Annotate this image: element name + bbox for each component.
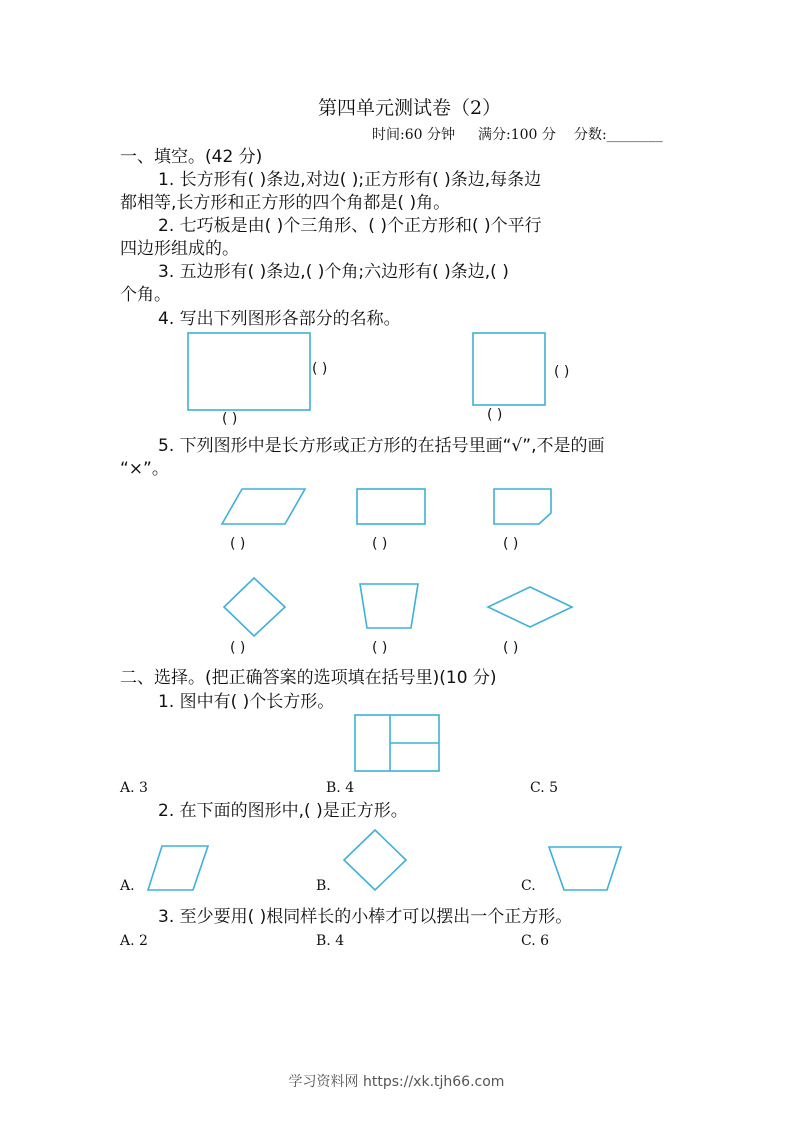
- section2-heading: 二、选择。(把正确答案的选项填在括号里)(10 分): [120, 668, 497, 688]
- q3-line2: 个角。: [120, 285, 171, 305]
- q4-square: [473, 333, 545, 405]
- s2-q2-text: 2. 在下面的图形中,( )是正方形。: [158, 801, 408, 821]
- q5-parallelogram: [222, 489, 305, 524]
- q1-line1: 1. 长方形有( )条边,对边( );正方形有( )条边,每条边: [158, 170, 542, 190]
- answer-blank[interactable]: ( ): [312, 361, 328, 377]
- exam-time: 时间:60 分钟: [372, 127, 455, 143]
- answer-blank[interactable]: ( ): [372, 536, 388, 552]
- q1-line2: 都相等,长方形和正方形的四个角都是( )角。: [120, 193, 451, 213]
- exam-score-field: 分数:________: [574, 127, 663, 143]
- s2-q2-option-c[interactable]: C.: [521, 878, 536, 894]
- s2-q1-option-a[interactable]: A. 3: [120, 780, 148, 796]
- s2-q3-option-a[interactable]: A. 2: [120, 933, 148, 949]
- s2-q1-option-b[interactable]: B. 4: [326, 780, 355, 796]
- section1-heading: 一、填空。(42 分): [120, 147, 263, 167]
- s2-q3-option-b[interactable]: B. 4: [316, 933, 345, 949]
- q5-trapezoid: [360, 584, 418, 628]
- q5-cut-corner-rectangle: [494, 489, 551, 524]
- exam-full-score: 满分:100 分: [478, 127, 556, 143]
- s2-q2-rotated-square: [344, 830, 406, 890]
- s2-q1-option-c[interactable]: C. 5: [530, 780, 559, 796]
- answer-blank[interactable]: ( ): [554, 364, 570, 380]
- answer-blank[interactable]: ( ): [222, 411, 238, 427]
- answer-blank[interactable]: ( ): [230, 640, 246, 656]
- answer-blank[interactable]: ( ): [503, 640, 519, 656]
- q2-line1: 2. 七巧板是由( )个三角形、( )个正方形和( )个平行: [158, 216, 542, 236]
- answer-blank[interactable]: ( ): [487, 407, 503, 423]
- s2-q2-option-a[interactable]: A.: [120, 878, 135, 894]
- q5-rhombus: [488, 587, 572, 627]
- answer-blank[interactable]: ( ): [372, 640, 388, 656]
- q2-line2: 四边形组成的。: [120, 239, 239, 259]
- page-title: 第四单元测试卷（2）: [318, 97, 502, 119]
- footer-watermark: 学习资料网 https://xk.tjh66.com: [288, 1074, 505, 1090]
- answer-blank[interactable]: ( ): [503, 536, 519, 552]
- q5-rotated-square: [224, 578, 285, 636]
- q4-text: 4. 写出下列图形各部分的名称。: [158, 309, 401, 329]
- q5-line2: “×”。: [120, 459, 169, 479]
- q5-line1: 5. 下列图形中是长方形或正方形的在括号里画“√”,不是的画: [158, 436, 605, 456]
- s2-q2-parallelogram: [148, 846, 208, 890]
- q3-line1: 3. 五边形有( )条边,( )个角;六边形有( )条边,( ): [158, 262, 509, 282]
- s2-q3-text: 3. 至少要用( )根同样长的小棒才可以摆出一个正方形。: [158, 907, 573, 927]
- s2-q1-text: 1. 图中有( )个长方形。: [158, 692, 335, 712]
- s2-q3-option-c[interactable]: C. 6: [521, 933, 550, 949]
- s2-q2-trapezoid: [549, 847, 621, 890]
- q4-rectangle: [188, 333, 310, 410]
- s2-q2-option-b[interactable]: B.: [316, 878, 331, 894]
- answer-blank[interactable]: ( ): [230, 536, 246, 552]
- q5-rectangle: [357, 489, 425, 524]
